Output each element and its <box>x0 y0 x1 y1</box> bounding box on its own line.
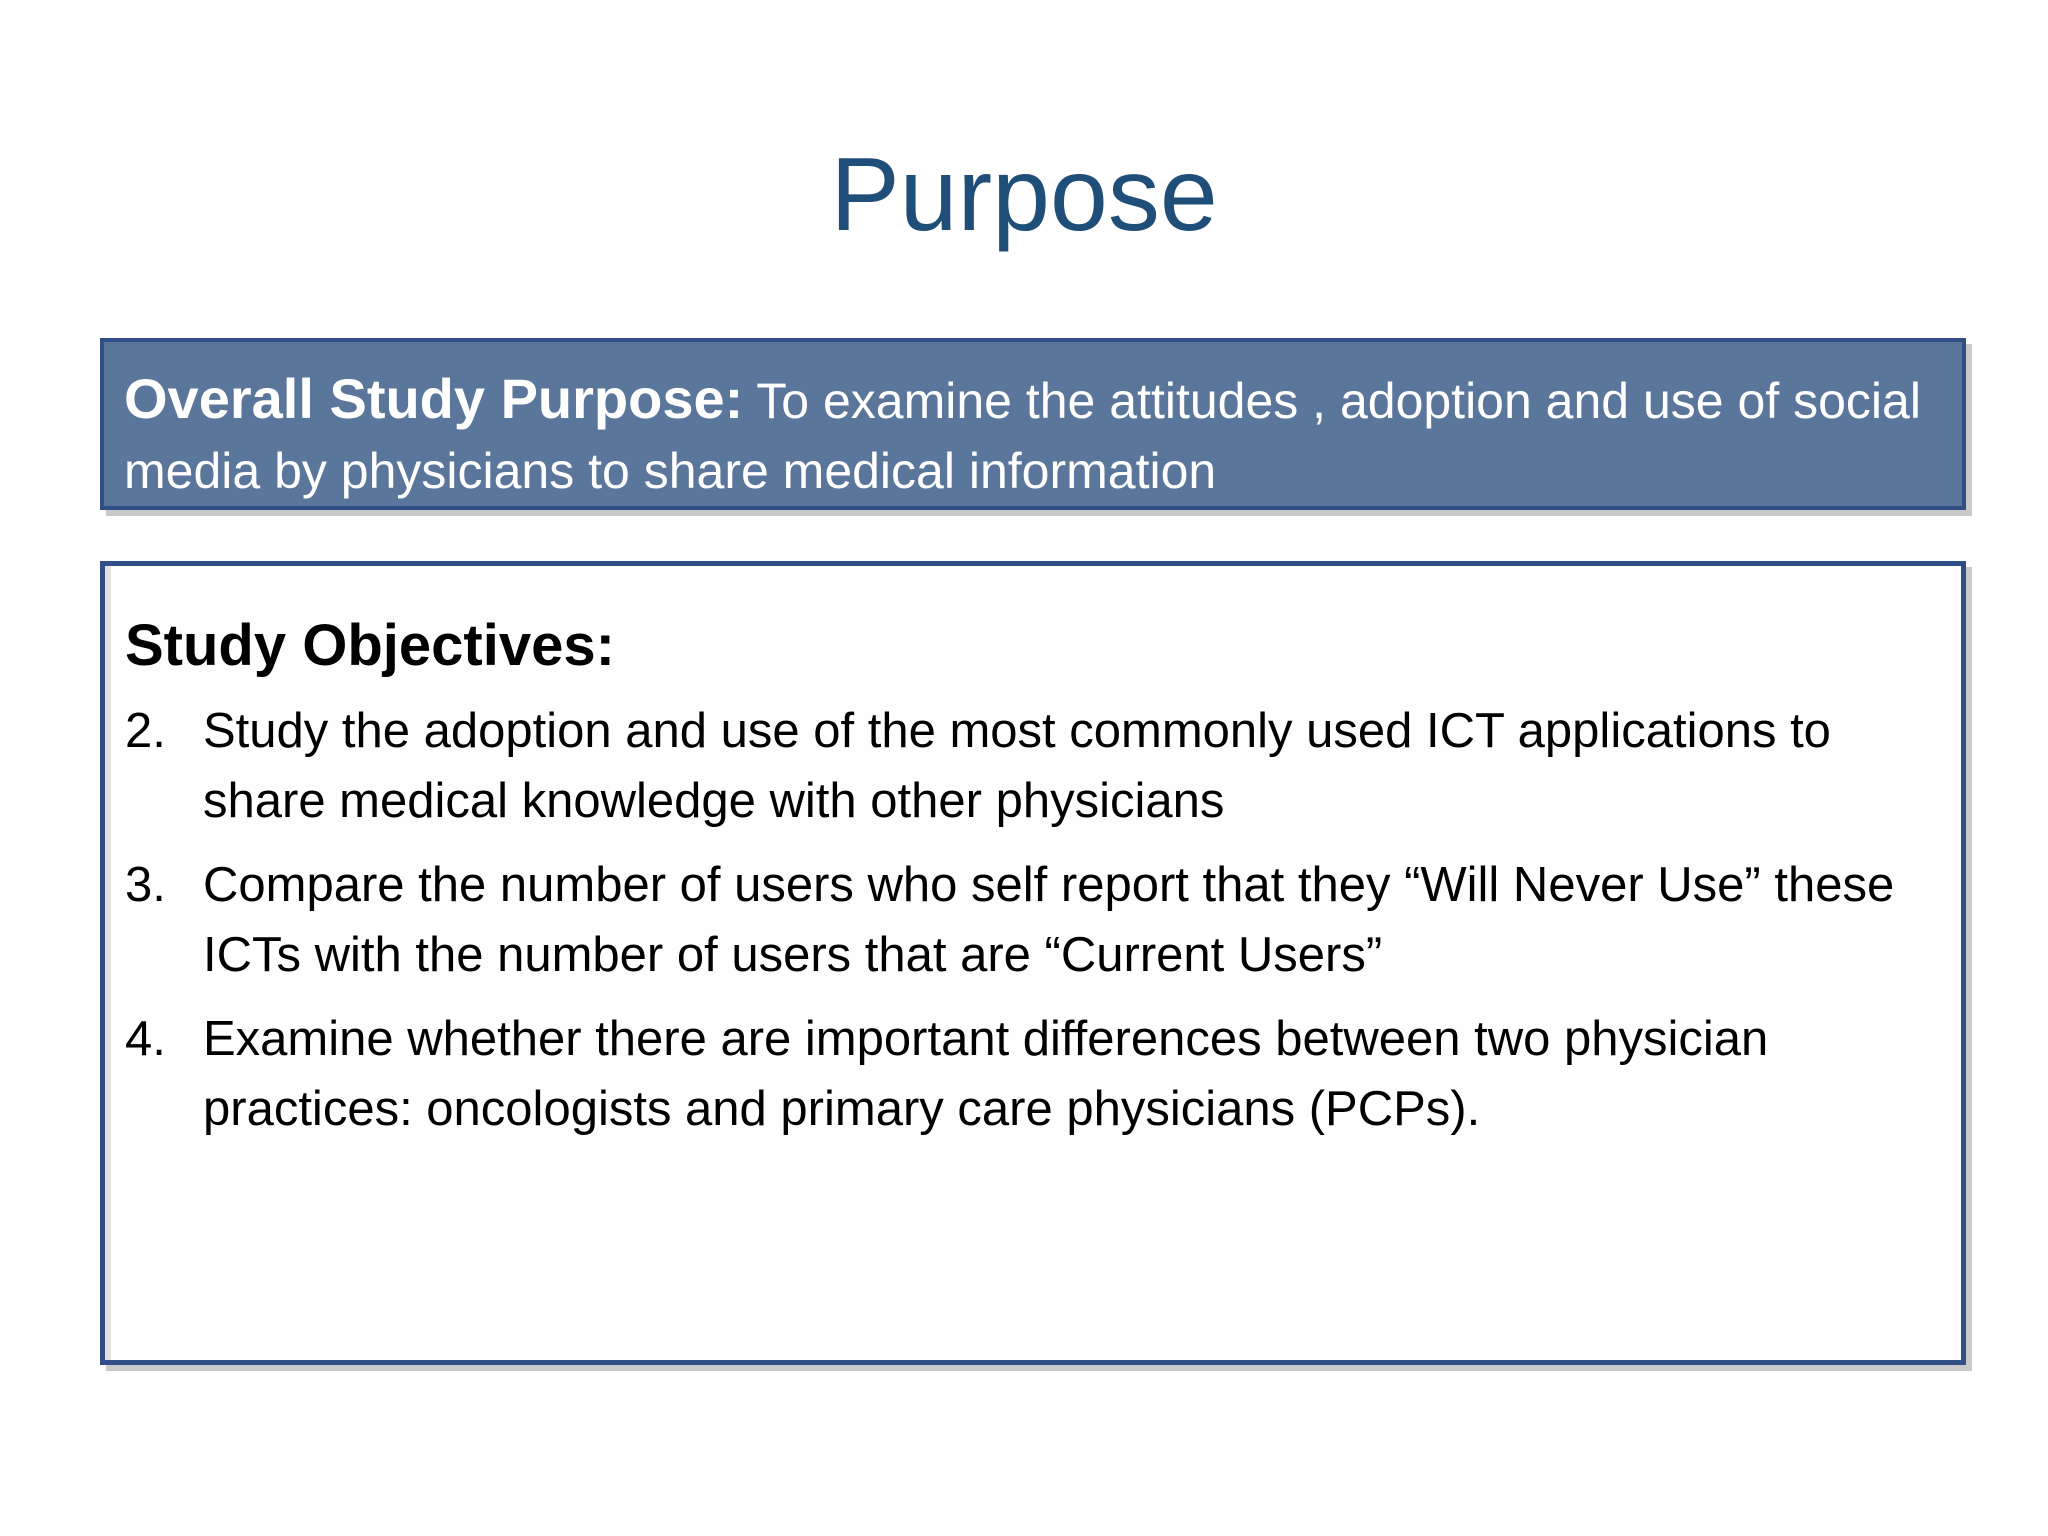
objective-item <box>125 1004 1941 1144</box>
objective-text: Study the adoption and use of the most commonly used ICT applications to share medical knowledge with other physicians <box>203 704 1831 828</box>
objectives-list <box>125 696 1941 1144</box>
objective-item <box>125 696 1941 836</box>
purpose-label: Overall Study Purpose: <box>124 367 744 430</box>
slide-title: Purpose <box>830 137 1218 253</box>
objective-number: 3. <box>125 858 166 912</box>
overall-purpose-box <box>100 338 1966 510</box>
purpose-text: To examine the attitudes , adoption and use of social media by physicians to share medical information <box>124 373 1921 499</box>
objective-text: Compare the number of users who self report that they “Will Never Use” these ICTs with the number of users that are “Current Users” <box>203 858 1895 982</box>
objectives-heading: Study Objectives: <box>125 613 615 678</box>
objective-item <box>125 850 1941 990</box>
objective-number: 2. <box>125 704 166 758</box>
objective-text: Examine whether there are important differences between two physician practices: oncologists and primary care physicians (PCPs). <box>203 1012 1769 1136</box>
objective-number: 4. <box>125 1012 166 1066</box>
study-objectives-box <box>100 561 1966 1365</box>
